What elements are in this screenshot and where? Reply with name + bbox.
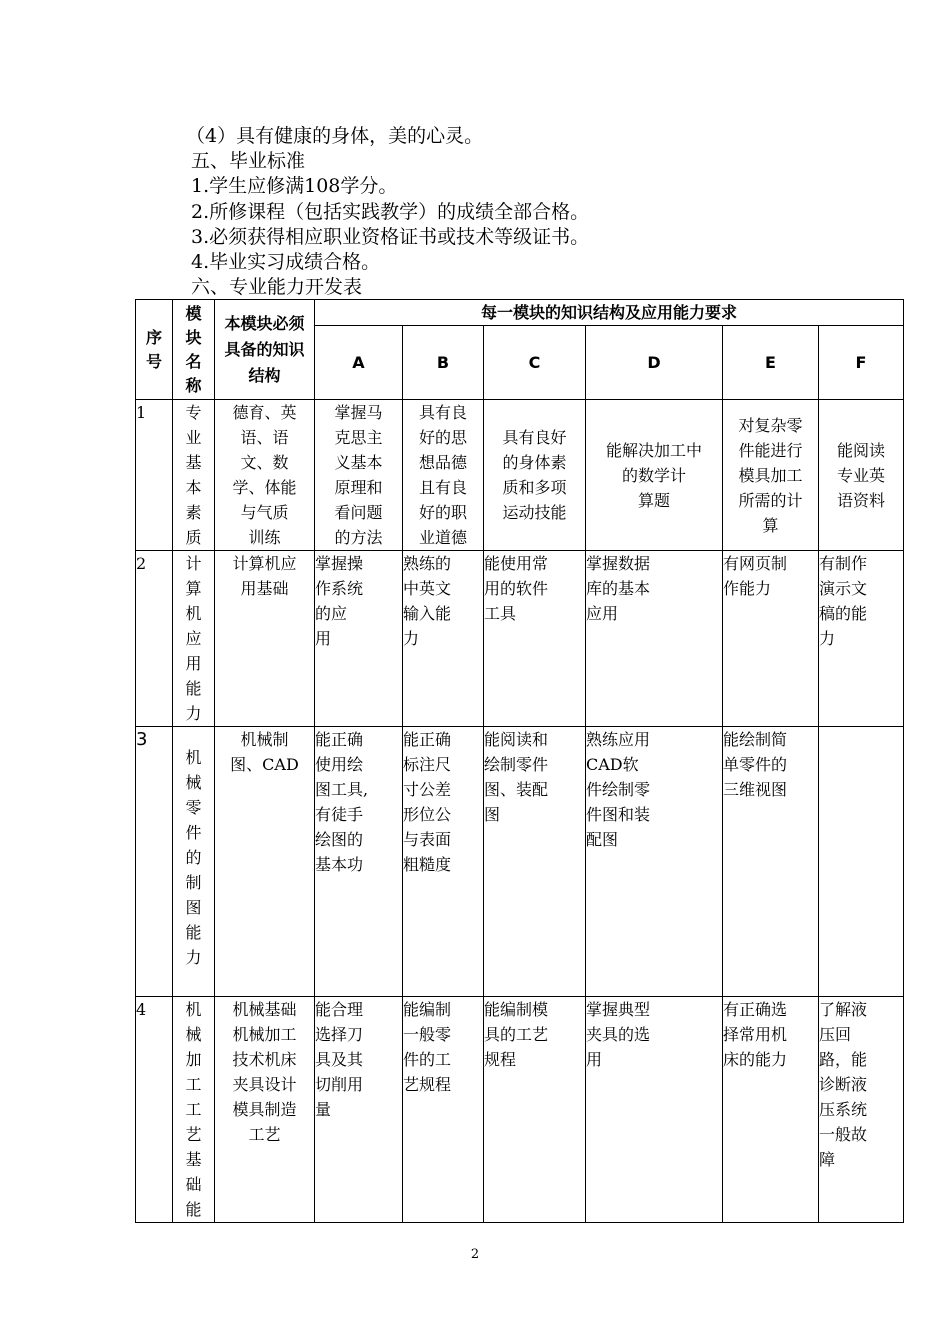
table-row	[136, 400, 904, 551]
row-col-d: 熟练应用 CAD软 件绘制零 件图和装 配图	[586, 727, 723, 997]
header-col-b: B	[403, 326, 484, 400]
row-knowledge: 德育、英 语、语 文、数 学、体能 与气质 训练	[215, 400, 315, 551]
row-col-c: 能阅读和 绘制零件 图、装配 图	[484, 727, 586, 997]
graduation-item-2: 2.所修课程（包括实践教学）的成绩全部合格。	[191, 201, 590, 223]
row-col-e: 有正确选 择常用机 床的能力	[723, 997, 819, 1223]
row-module-name: 机械加工工艺基础能	[173, 997, 215, 1223]
section-heading-6: 六、专业能力开发表	[191, 276, 363, 298]
row-col-d: 掌握数据 库的基本 应用	[586, 551, 723, 727]
graduation-item-3: 3.必须获得相应职业资格证书或技术等级证书。	[191, 226, 590, 248]
page-number: 2	[470, 1247, 480, 1262]
header-module-name: 模块名称	[173, 300, 215, 400]
row-col-e: 对复杂零 件能进行 模具加工 所需的计 算	[723, 400, 819, 551]
row-col-f: 有制作 演示文 稿的能 力	[819, 551, 904, 727]
header-requirements: 每一模块的知识结构及应用能力要求	[315, 300, 904, 326]
row-col-f: 了解液 压回 路，能 诊断液 压系统 一般故 障	[819, 997, 904, 1223]
row-serial: 1	[136, 400, 173, 551]
header-col-d: D	[586, 326, 723, 400]
table-row	[136, 551, 904, 727]
section-heading-5: 五、毕业标准	[191, 150, 306, 172]
row-col-c: 能编制模 具的工艺 规程	[484, 997, 586, 1223]
row-col-c: 能使用常 用的软件 工具	[484, 551, 586, 727]
row-col-b: 能编制 一般零 件的工 艺规程	[403, 997, 484, 1223]
row-col-f: 能阅读 专业英 语资料	[819, 400, 904, 551]
row-serial: 3	[136, 727, 173, 997]
header-col-e: E	[723, 326, 819, 400]
row-serial: 4	[136, 997, 173, 1223]
intro-line-1: （4）具有健康的身体，美的心灵。	[186, 125, 484, 147]
graduation-item-1: 1.学生应修满108学分。	[191, 175, 398, 197]
row-col-e: 有网页制 作能力	[723, 551, 819, 727]
row-col-d: 掌握典型 夹具的选 用	[586, 997, 723, 1223]
row-col-e: 能绘制简 单零件的 三维视图	[723, 727, 819, 997]
header-knowledge: 本模块必须具备的知识结构	[215, 300, 315, 400]
row-knowledge: 机械基础 机械加工 技术机床 夹具设计 模具制造 工艺	[215, 997, 315, 1223]
row-module-name: 计算机应用能力	[173, 551, 215, 727]
row-col-f	[819, 727, 904, 997]
row-col-b: 能正确 标注尺 寸公差 形位公 与表面 粗糙度	[403, 727, 484, 997]
row-col-b: 具有良 好的思 想品德 且有良 好的职 业道德	[403, 400, 484, 551]
graduation-item-4: 4.毕业实习成绩合格。	[191, 251, 381, 273]
table-row	[136, 997, 904, 1223]
table-row	[136, 727, 904, 997]
row-col-a: 掌握马 克思主 义基本 原理和 看问题 的方法	[315, 400, 403, 551]
row-col-c: 具有良好 的身体素 质和多项 运动技能	[484, 400, 586, 551]
row-serial: 2	[136, 551, 173, 727]
row-knowledge: 机械制 图、CAD	[215, 727, 315, 997]
row-module-name: 专业基本素质	[173, 400, 215, 551]
header-col-f: F	[819, 326, 904, 400]
header-serial: 序号	[136, 300, 173, 400]
row-module-name: 机械零件的制图能力	[173, 727, 215, 997]
row-col-a: 能合理 选择刀 具及其 切削用 量	[315, 997, 403, 1223]
row-col-a: 掌握操 作系统 的应 用	[315, 551, 403, 727]
row-col-b: 熟练的 中英文 输入能 力	[403, 551, 484, 727]
header-col-a: A	[315, 326, 403, 400]
header-col-c: C	[484, 326, 586, 400]
ability-development-table	[135, 299, 904, 1223]
row-col-d: 能解决加工中 的数学计 算题	[586, 400, 723, 551]
row-col-a: 能正确 使用绘 图工具, 有徒手 绘图的 基本功	[315, 727, 403, 997]
row-knowledge: 计算机应 用基础	[215, 551, 315, 727]
